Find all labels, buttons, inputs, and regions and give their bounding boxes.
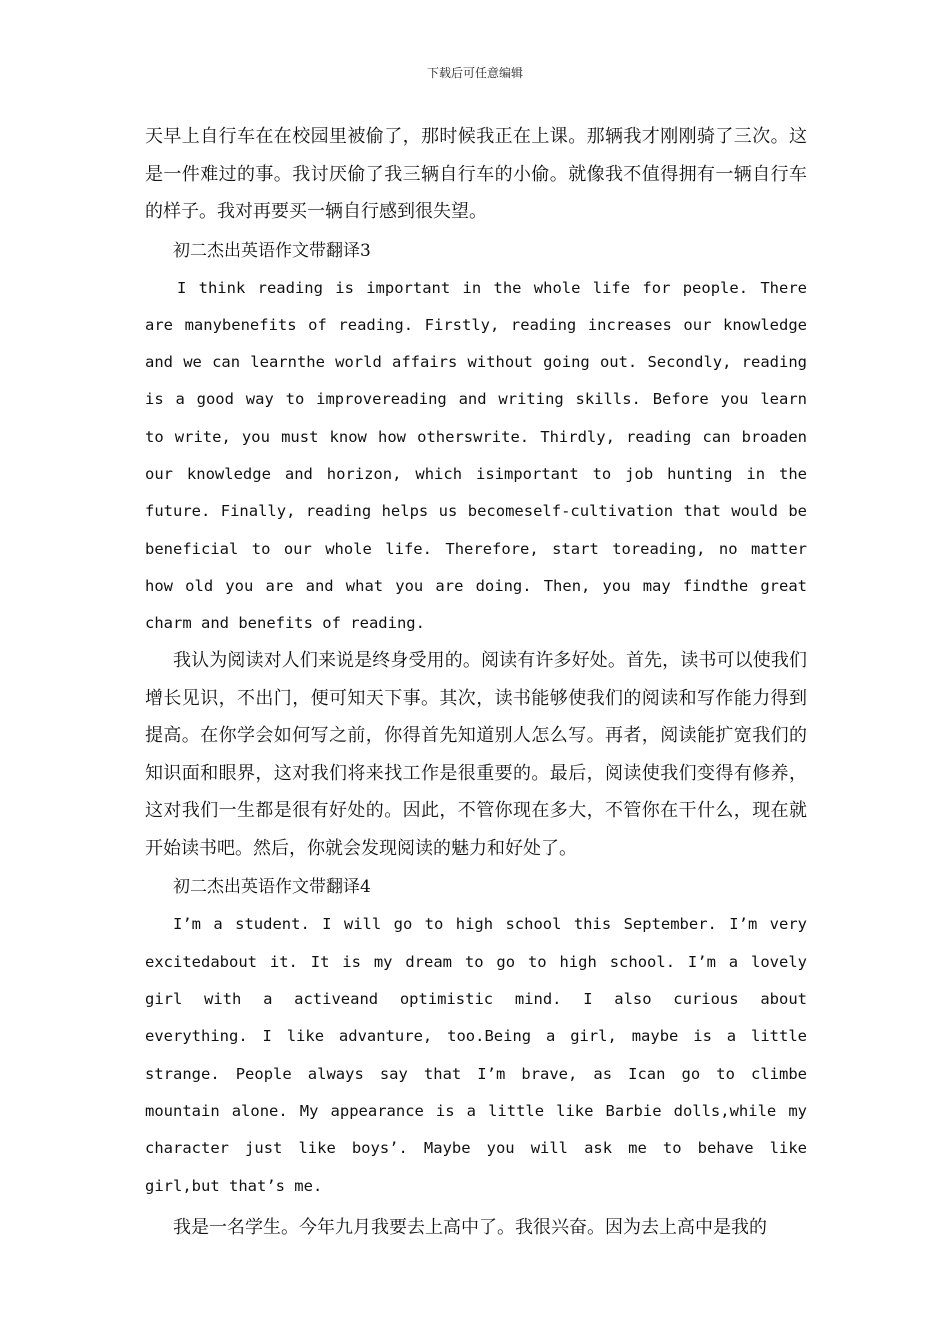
- essay-translation-4: 我是一名学生。今年九月我要去上高中了。我很兴奋。因为去上高中是我的: [173, 1216, 767, 1238]
- section-heading-4: 初二杰出英语作文带翻译4: [173, 877, 371, 898]
- page-header-note: 下载后可任意编辑: [426, 66, 523, 80]
- section-heading-3: 初二杰出英语作文带翻译3: [173, 240, 371, 261]
- essay-english-3: I think reading is important in the whole life for people. There are manybenefits of reading. Firstly, reading increases our knowledge and we can learnthe world affairs without going out. Secondly, reading is a good way to improvereading and writing skills. Before you learn to write, you must know how otherswrite. Thirdly, reading can broaden our knowledge and horizon, which isimportant to job hunting in the future. Finally, reading helps us becomeself-cultivation that would be beneficial to our whole life. Therefore, start toreading, no matter how old you are and what you are doing. Then, you may findthe great charm and benefits of reading.: [145, 278, 807, 633]
- essay-translation-3: 我认为阅读对人们来说是终身受用的。阅读有许多好处。首先，读书可以使我们增长见识，不出门，便可知天下事。其次，读书能够使我们的阅读和写作能力得到提高。在你学会如何写之前，你得首先知道别人怎么写。再者，阅读能扩宽我们的知识面和眼界，这对我们将来找工作是很重要的。最后，阅读使我们变得有修养，这对我们一生都是很有好处的。因此，不管你现在多大，不管你在干什么，现在就开始读书吧。然后，你就会发现阅读的魅力和好处了。: [145, 650, 807, 859]
- essay-english-4: I’m a student. I will go to high school this September. I’m very excitedabout it. It is my dream to go to high school. I’m a lovely girl with a activeand optimistic mind. I also curious about everything. I like advanture, too.Being a girl, maybe is a little strange. People always say that I’m brave, as Ican go to climbe mountain alone. My appearance is a little like Barbie dolls,while my character just like boys’. Maybe you will ask me to behave like girl,but that’s me.: [145, 915, 807, 1195]
- document-body: [145, 118, 807, 1246]
- paragraph-chinese-top: 天早上自行车在在校园里被偷了，那时候我正在上课。那辆我才刚刚骑了三次。这是一件难过的事。我讨厌偷了我三辆自行车的小偷。就像我不值得拥有一辆自行车的样子。我对再要买一辆自行感到很失望。: [145, 126, 807, 222]
